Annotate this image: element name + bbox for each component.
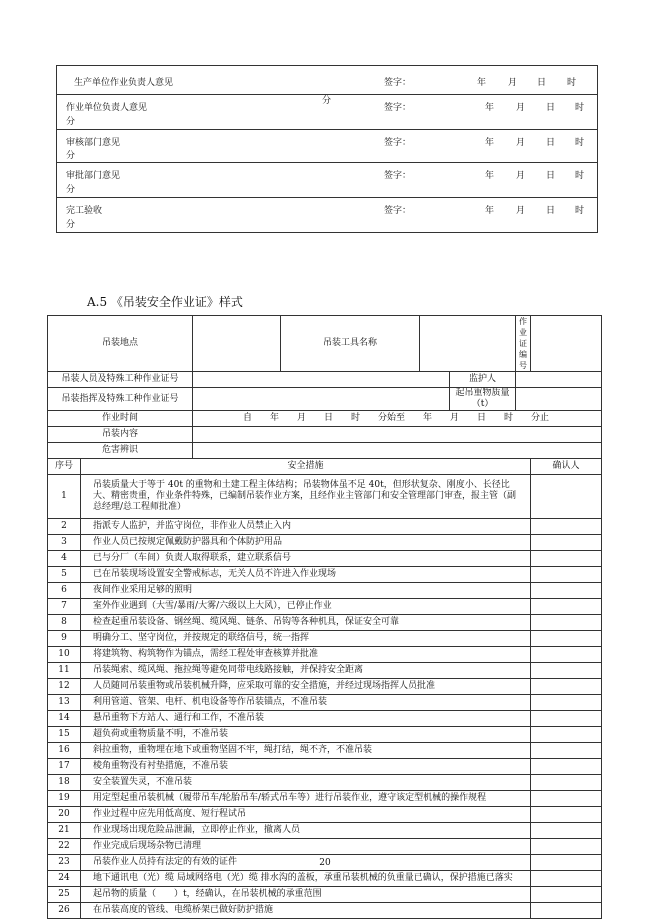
- year-label: 年: [485, 206, 495, 216]
- measure-no: 3: [48, 535, 81, 551]
- measure-row: [48, 711, 602, 727]
- approval-label: 审批部门意见: [66, 171, 121, 181]
- guardian-label: 监护人: [450, 372, 516, 388]
- measure-row: [48, 519, 602, 535]
- measure-text: 作业过程中应先用低高度、短行程试吊: [81, 807, 531, 823]
- confirm-cell[interactable]: [531, 679, 602, 695]
- confirm-cell[interactable]: [531, 551, 602, 567]
- measure-row: [48, 615, 602, 631]
- confirm-cell[interactable]: [531, 599, 602, 615]
- approval-label: 完工验收: [66, 206, 103, 216]
- location-label: 吊装地点: [48, 316, 193, 372]
- content-field[interactable]: [193, 427, 602, 443]
- commander-cert-field[interactable]: [193, 388, 450, 411]
- measure-no: 1: [48, 475, 81, 519]
- minute-label: 分: [66, 117, 76, 127]
- minute-label: 分: [66, 151, 76, 161]
- measure-no: 9: [48, 631, 81, 647]
- approval-label: 作业单位负责人意见: [66, 103, 148, 113]
- measure-row: [48, 535, 602, 551]
- measure-text: 超负荷或重物质量不明，不准吊装: [81, 727, 531, 743]
- measure-row: [48, 647, 602, 663]
- year-label: 年: [485, 103, 495, 113]
- measure-row: [48, 823, 602, 839]
- work-time-field[interactable]: 自 年 月 日 时 分始至 年 月 日 时 分止: [193, 411, 602, 427]
- confirm-cell[interactable]: [531, 695, 602, 711]
- tool-name-label: 吊装工具名称: [281, 316, 420, 372]
- confirm-cell[interactable]: [531, 663, 602, 679]
- measure-text: 将建筑物、构筑物作为锚点，需经工程处审查核算并批准: [81, 647, 531, 663]
- measure-row: [48, 583, 602, 599]
- measure-no: 15: [48, 727, 81, 743]
- measure-no: 22: [48, 839, 81, 855]
- measure-text: 吊装作业人员持有法定的有效的证件: [81, 855, 531, 871]
- operator-cert-label: 吊装人员及特殊工种作业证号: [48, 372, 193, 388]
- confirm-cell[interactable]: [531, 631, 602, 647]
- measure-no: 11: [48, 663, 81, 679]
- measure-text: 起吊物的质量（ ）t，经确认，在吊装机械的承重范围: [81, 887, 531, 903]
- section-title: A.5 《吊装安全作业证》样式: [87, 295, 243, 309]
- measure-no: 4: [48, 551, 81, 567]
- measure-text: 检查起重吊装设备、钢丝绳、缆风绳、链条、吊钩等各种机具，保证安全可靠: [81, 615, 531, 631]
- year-label: 年: [485, 171, 495, 181]
- measure-row: [48, 839, 602, 855]
- measure-no: 2: [48, 519, 81, 535]
- col-header-confirm: 确认人: [531, 459, 602, 475]
- measure-text: 地下通讯电（光）缆 局域网络电（光）缆 排水沟的盖板，承重吊装机械的负重量已确认，保护措施已落实: [81, 871, 531, 887]
- year-label: 年: [485, 138, 495, 148]
- measure-no: 16: [48, 743, 81, 759]
- commander-cert-label: 吊装指挥及特殊工种作业证号: [48, 388, 193, 411]
- measure-text: 棱角重物没有衬垫措施，不准吊装: [81, 759, 531, 775]
- measure-row: [48, 759, 602, 775]
- measure-text: 作业人员已按规定佩戴防护器具和个体防护用品: [81, 535, 531, 551]
- month-label: 月: [516, 171, 526, 181]
- measure-no: 23: [48, 855, 81, 871]
- confirm-cell[interactable]: [531, 475, 602, 519]
- hour-label: 时: [567, 78, 577, 88]
- form-row: [48, 443, 602, 459]
- measure-no: 25: [48, 887, 81, 903]
- location-field[interactable]: [193, 316, 281, 372]
- page-number: 20: [319, 858, 331, 868]
- measures-header-row: [48, 459, 602, 475]
- month-label: 月: [516, 206, 526, 216]
- col-header-no: 序号: [48, 459, 81, 475]
- measure-text: 人员随同吊装重物或吊装机械升降，应采取可靠的安全措施，并经过现场指挥人员批准: [81, 679, 531, 695]
- measure-text: 悬吊重物下方站人、通行和工作，不准吊装: [81, 711, 531, 727]
- measure-no: 19: [48, 791, 81, 807]
- measure-text: 吊装质量大于等于 40t 的重物和土建工程主体结构；吊装物体虽不足 40t，但形状复杂、刚度小、长径比大、精密贵重，作业条件特殊，已编制吊装作业方案，且经作业主管部门和安全管理部门审查，报主管（副总经理/总工程师批准）: [81, 475, 531, 519]
- measure-text: 已在吊装现场设置安全警戒标志，无关人员不许进入作业现场: [81, 567, 531, 583]
- measure-no: 24: [48, 871, 81, 887]
- year-label: 年: [477, 78, 487, 88]
- confirm-cell[interactable]: [531, 823, 602, 839]
- confirm-cell[interactable]: [531, 871, 602, 887]
- measure-row: [48, 727, 602, 743]
- approval-label: 审核部门意见: [66, 138, 121, 148]
- sign-label: 签字：: [384, 103, 412, 113]
- measure-text: 斜拉重物，重物埋在地下或重物坚固不牢，绳打结，绳不齐，不准吊装: [81, 743, 531, 759]
- measure-no: 7: [48, 599, 81, 615]
- approval-row: [57, 66, 597, 106]
- day-label: 日: [546, 138, 556, 148]
- weight-field[interactable]: [516, 388, 602, 411]
- day-label: 日: [546, 206, 556, 216]
- confirm-cell[interactable]: [531, 519, 602, 535]
- confirm-cell[interactable]: [531, 535, 602, 551]
- measure-row: [48, 475, 602, 519]
- col-header-measure: 安全措施: [81, 459, 531, 475]
- measure-row: [48, 775, 602, 791]
- weight-label: 起吊重物质量（t）: [450, 388, 516, 411]
- approval-row: [57, 95, 597, 130]
- measure-text: 明确分工、坚守岗位，并按规定的联络信号，统一指挥: [81, 631, 531, 647]
- measure-row: [48, 903, 602, 919]
- measure-no: 10: [48, 647, 81, 663]
- measure-row: [48, 663, 602, 679]
- form-row: [48, 427, 602, 443]
- measure-row: [48, 551, 602, 567]
- measure-row: [48, 791, 602, 807]
- confirm-cell[interactable]: [531, 711, 602, 727]
- measure-no: 20: [48, 807, 81, 823]
- measure-no: 18: [48, 775, 81, 791]
- measure-no: 12: [48, 679, 81, 695]
- measure-no: 14: [48, 711, 81, 727]
- measure-text: 已与分厂（车间）负责人取得联系，建立联系信号: [81, 551, 531, 567]
- confirm-cell[interactable]: [531, 903, 602, 919]
- measure-text: 夜间作业采用足够的照明: [81, 583, 531, 599]
- confirm-cell[interactable]: [531, 615, 602, 631]
- minute-label: 分: [322, 96, 332, 106]
- form-row: [48, 316, 602, 372]
- approval-table: [56, 65, 598, 233]
- work-time-label: 作业时间: [48, 411, 193, 427]
- confirm-cell[interactable]: [531, 887, 602, 903]
- lifting-permit-table: [47, 315, 602, 919]
- measure-text: 指派专人监护，并监守岗位，非作业人员禁止入内: [81, 519, 531, 535]
- confirm-cell[interactable]: [531, 807, 602, 823]
- confirm-cell[interactable]: [531, 759, 602, 775]
- measure-row: [48, 679, 602, 695]
- permit-no-field[interactable]: [531, 316, 602, 372]
- hour-label: 时: [575, 206, 585, 216]
- measure-no: 6: [48, 583, 81, 599]
- measure-row: [48, 567, 602, 583]
- measure-row: [48, 599, 602, 615]
- measure-text: 用定型起重吊装机械（履带吊车/轮胎吊车/轿式吊车等）进行吊装作业，遵守该定型机械的操作规程: [81, 791, 531, 807]
- measure-text: 利用管道、管架、电杆、机电设备等作吊装锚点，不准吊装: [81, 695, 531, 711]
- hour-label: 时: [575, 138, 585, 148]
- measure-row: [48, 743, 602, 759]
- day-label: 日: [546, 171, 556, 181]
- measure-no: 26: [48, 903, 81, 919]
- measure-text: 作业现场出现危险品泄漏，立即停止作业，撤离人员: [81, 823, 531, 839]
- confirm-cell[interactable]: [531, 567, 602, 583]
- measure-row: [48, 695, 602, 711]
- measure-no: 21: [48, 823, 81, 839]
- measure-text: 吊装绳索、缆风绳、拖拉绳等避免同带电线路接触，并保持安全距离: [81, 663, 531, 679]
- confirm-cell[interactable]: [531, 647, 602, 663]
- measure-text: 在吊装高度的管线、电缆桥架已做好防护措施: [81, 903, 531, 919]
- sign-label: 签字：: [384, 206, 412, 216]
- form-row: [48, 411, 602, 427]
- measure-text: 安全装置失灵，不准吊装: [81, 775, 531, 791]
- measure-no: 13: [48, 695, 81, 711]
- day-label: 日: [546, 103, 556, 113]
- sign-label: 签字：: [384, 78, 412, 88]
- confirm-cell[interactable]: [531, 743, 602, 759]
- hour-label: 时: [575, 103, 585, 113]
- minute-label: 分: [66, 185, 76, 195]
- form-row: [48, 388, 602, 411]
- approval-row: [57, 163, 597, 198]
- measure-text: 作业完成后现场杂物已清理: [81, 839, 531, 855]
- month-label: 月: [516, 103, 526, 113]
- confirm-cell[interactable]: [531, 839, 602, 855]
- measure-no: 5: [48, 567, 81, 583]
- content-label: 吊装内容: [48, 427, 193, 443]
- confirm-cell[interactable]: [531, 775, 602, 791]
- permit-no-label: 作业证编号: [516, 316, 531, 372]
- measure-row: [48, 631, 602, 647]
- measure-row: [48, 807, 602, 823]
- measure-no: 17: [48, 759, 81, 775]
- operator-cert-field[interactable]: [193, 372, 450, 388]
- hour-label: 时: [575, 171, 585, 181]
- hazard-label: 危害辨识: [48, 443, 193, 459]
- confirm-cell[interactable]: [531, 583, 602, 599]
- guardian-field[interactable]: [516, 372, 602, 388]
- minute-label: 分: [66, 220, 76, 230]
- hazard-field[interactable]: [193, 443, 602, 459]
- month-label: 月: [508, 78, 518, 88]
- day-label: 日: [537, 78, 547, 88]
- sign-label: 签字：: [384, 138, 412, 148]
- confirm-cell[interactable]: [531, 727, 602, 743]
- approval-label: 生产单位作业负责人意见: [74, 78, 174, 88]
- approval-row: [57, 130, 597, 163]
- month-label: 月: [516, 138, 526, 148]
- form-row: [48, 372, 602, 388]
- approval-row: [57, 198, 597, 232]
- confirm-cell[interactable]: [531, 791, 602, 807]
- measure-no: 8: [48, 615, 81, 631]
- sign-label: 签字：: [384, 171, 412, 181]
- measure-row: [48, 871, 602, 887]
- measure-text: 室外作业遇到（大雪/暴雨/大雾/六级以上大风），已停止作业: [81, 599, 531, 615]
- tool-name-field[interactable]: [420, 316, 516, 372]
- measure-row: [48, 887, 602, 903]
